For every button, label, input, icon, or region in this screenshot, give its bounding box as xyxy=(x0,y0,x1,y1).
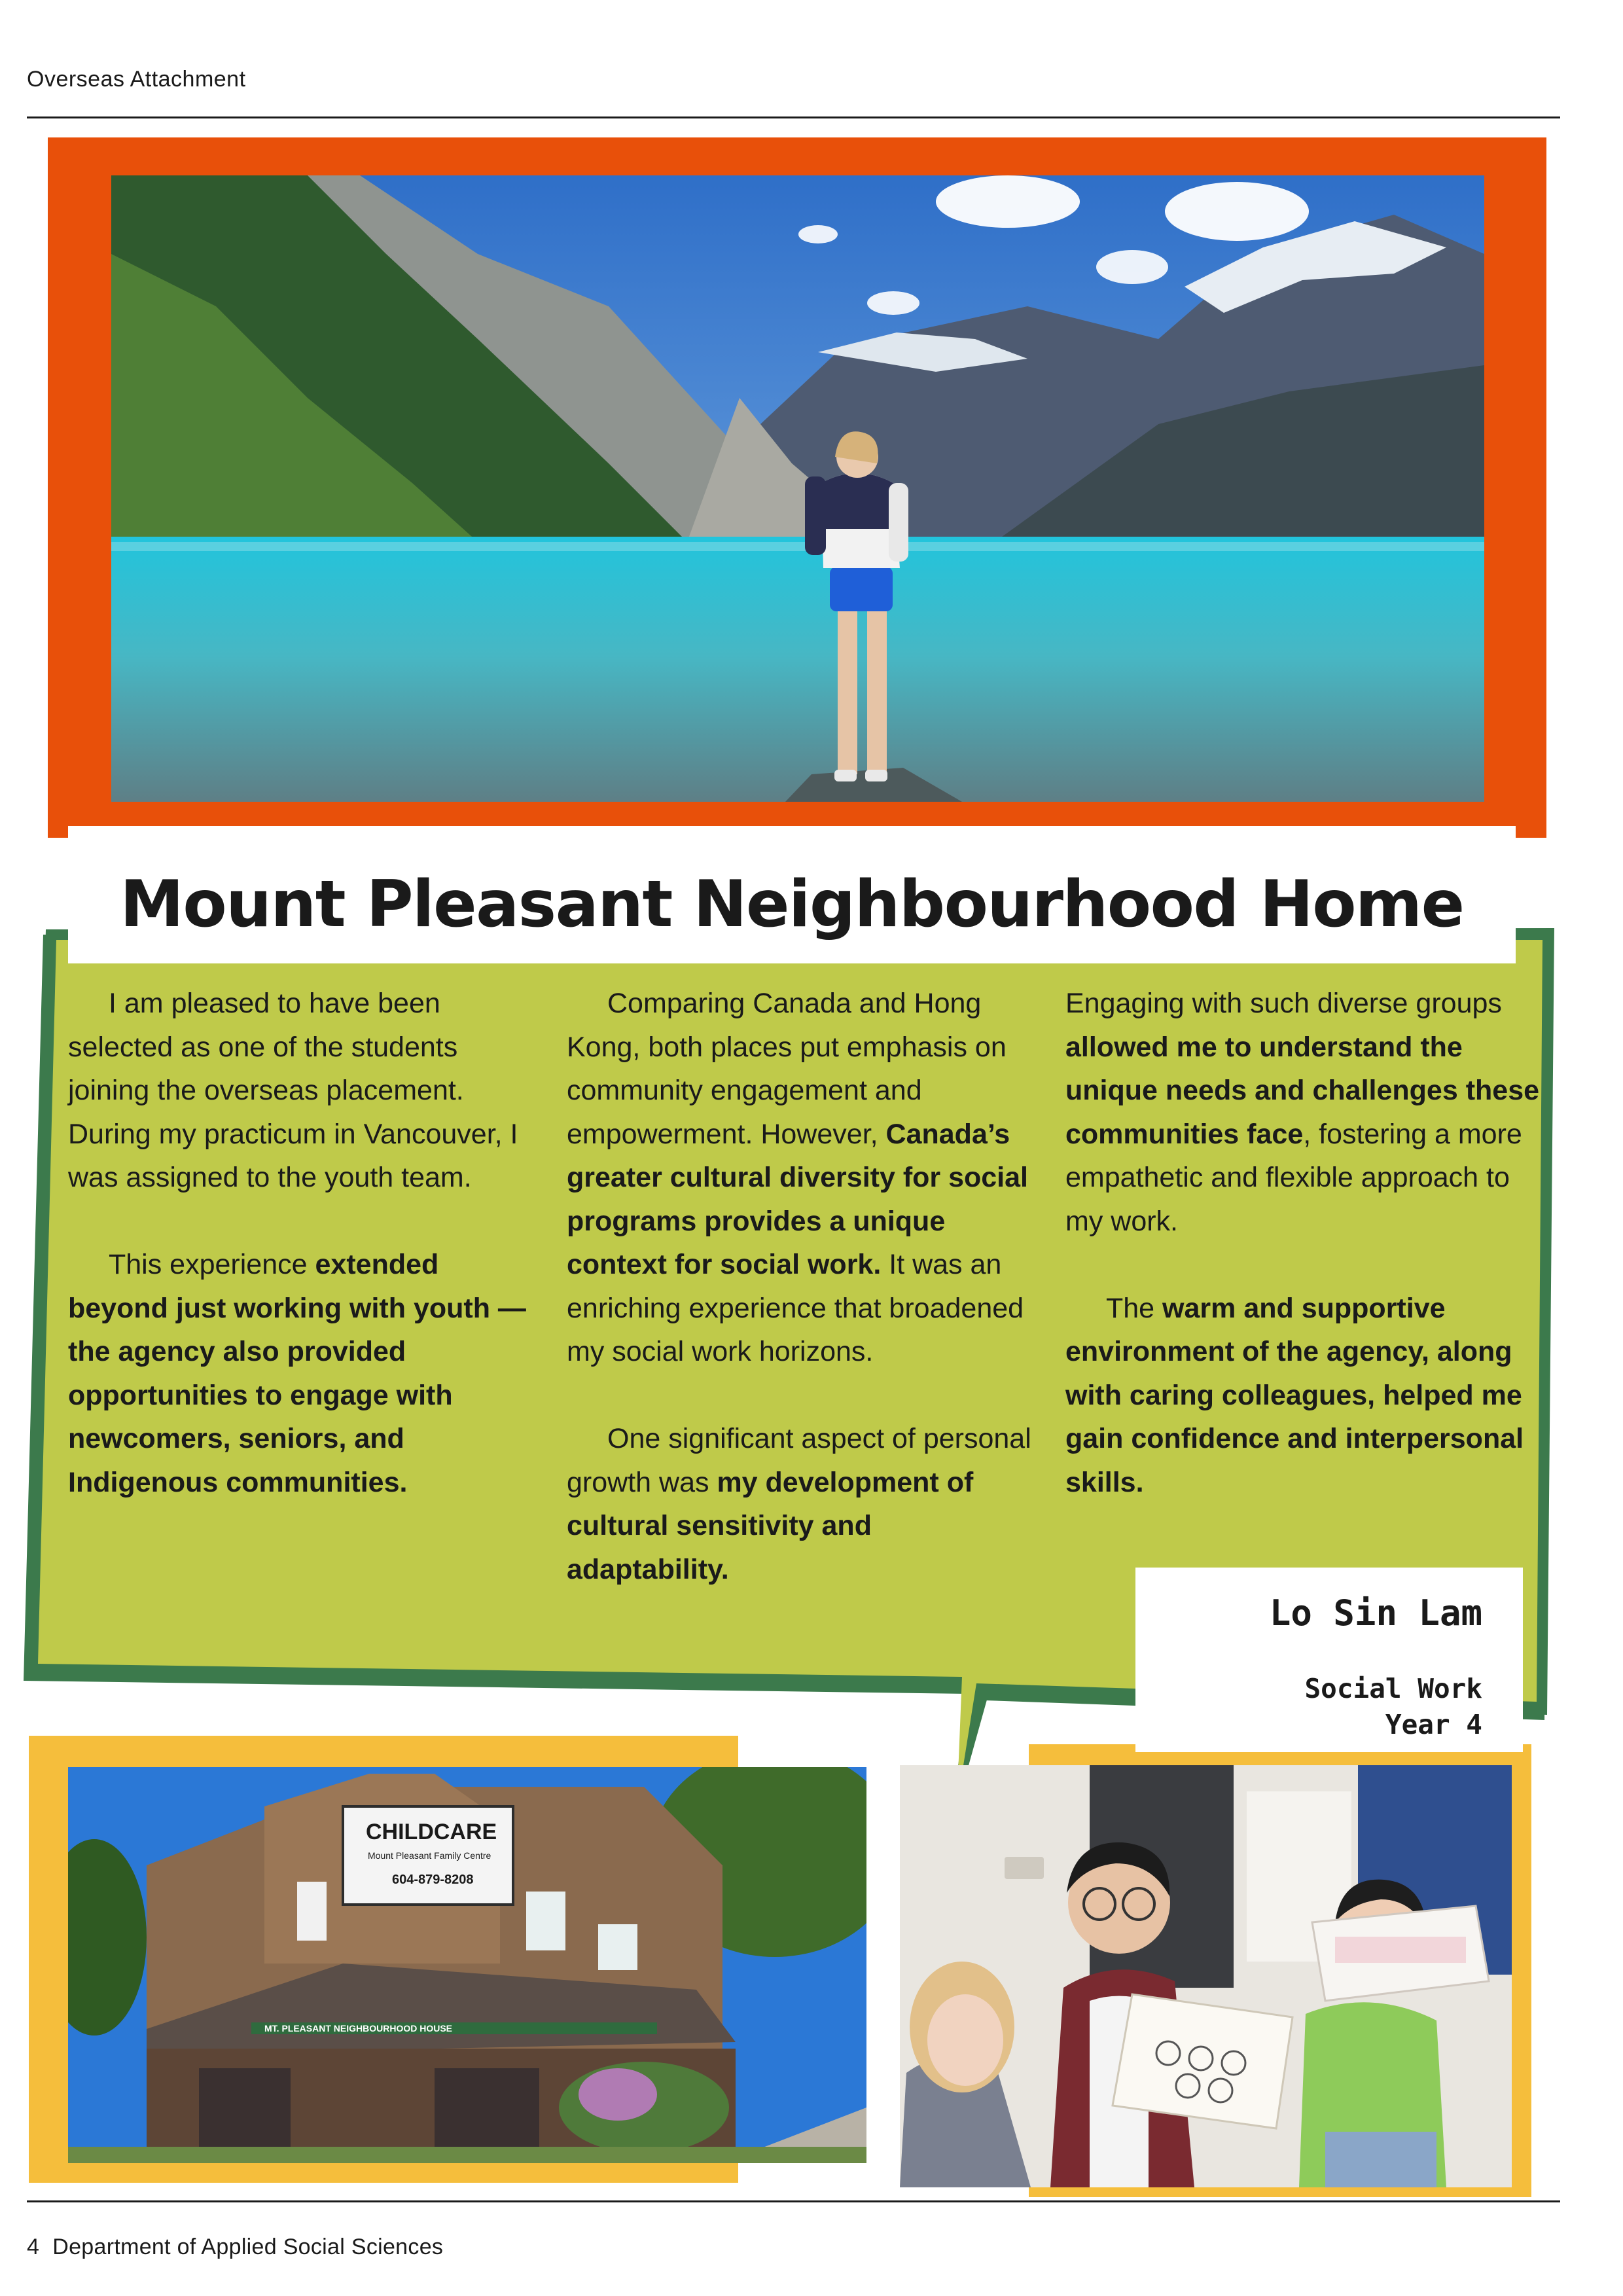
author-programme: Social Work Year 4 xyxy=(1304,1673,1482,1740)
col1-paragraph-1: I am pleased to have been selected as one of the students joining the overseas placement. During my practicum in Vancouver, I was assigned to the youth team. xyxy=(68,988,518,1193)
sign-phone: 604-879-8208 xyxy=(392,1873,474,1887)
col3-paragraph-2: The warm and supportive environment of the agency, along with caring colleagues, helped me gain confidence and interpersonal skills. xyxy=(1065,1292,1524,1498)
sign-childcare: CHILDCARE xyxy=(366,1820,497,1844)
article-title-box xyxy=(68,826,1516,963)
col2-paragraph-1: Comparing Canada and Hong Kong, both places put emphasis on community engagement and empowerment. However, Canada’s greater cultural diversity for social programs provides a unique context for social work. It was an enriching experience that broadened my social work horizons. xyxy=(567,988,1028,1367)
article-title: Mount Pleasant Neighbourhood Home xyxy=(120,867,1464,942)
article-column-1 xyxy=(68,982,526,1504)
col2-paragraph-2: One significant aspect of personal growth was my development of cultural sensitivity and adaptability. xyxy=(567,1423,1031,1585)
running-header: Overseas Attachment xyxy=(27,67,246,92)
author-name: Lo Sin Lam xyxy=(1269,1592,1482,1634)
col3-paragraph-1: Engaging with such diverse groups allowed me to understand the unique needs and challenges these communities face, fostering a more empathetic and flexible approach to my work. xyxy=(1065,988,1540,1237)
author-card xyxy=(1135,1568,1523,1752)
page-number: 4 xyxy=(27,2234,40,2259)
sign-subtitle: Mount Pleasant Family Centre xyxy=(368,1850,491,1861)
building-banner: MT. PLEASANT NEIGHBOURHOOD HOUSE xyxy=(264,2023,453,2034)
col1-paragraph-2: This experience extended beyond just working with youth — the agency also provided opportunities to engage with newcomers, seniors, and Indigenous communities. xyxy=(68,1249,526,1498)
department-name: Department of Applied Social Sciences xyxy=(52,2234,444,2259)
building-photo xyxy=(68,1767,866,2163)
article-column-2 xyxy=(567,982,1038,1591)
group-photo xyxy=(900,1765,1512,2187)
article-column-3 xyxy=(1065,982,1550,1504)
